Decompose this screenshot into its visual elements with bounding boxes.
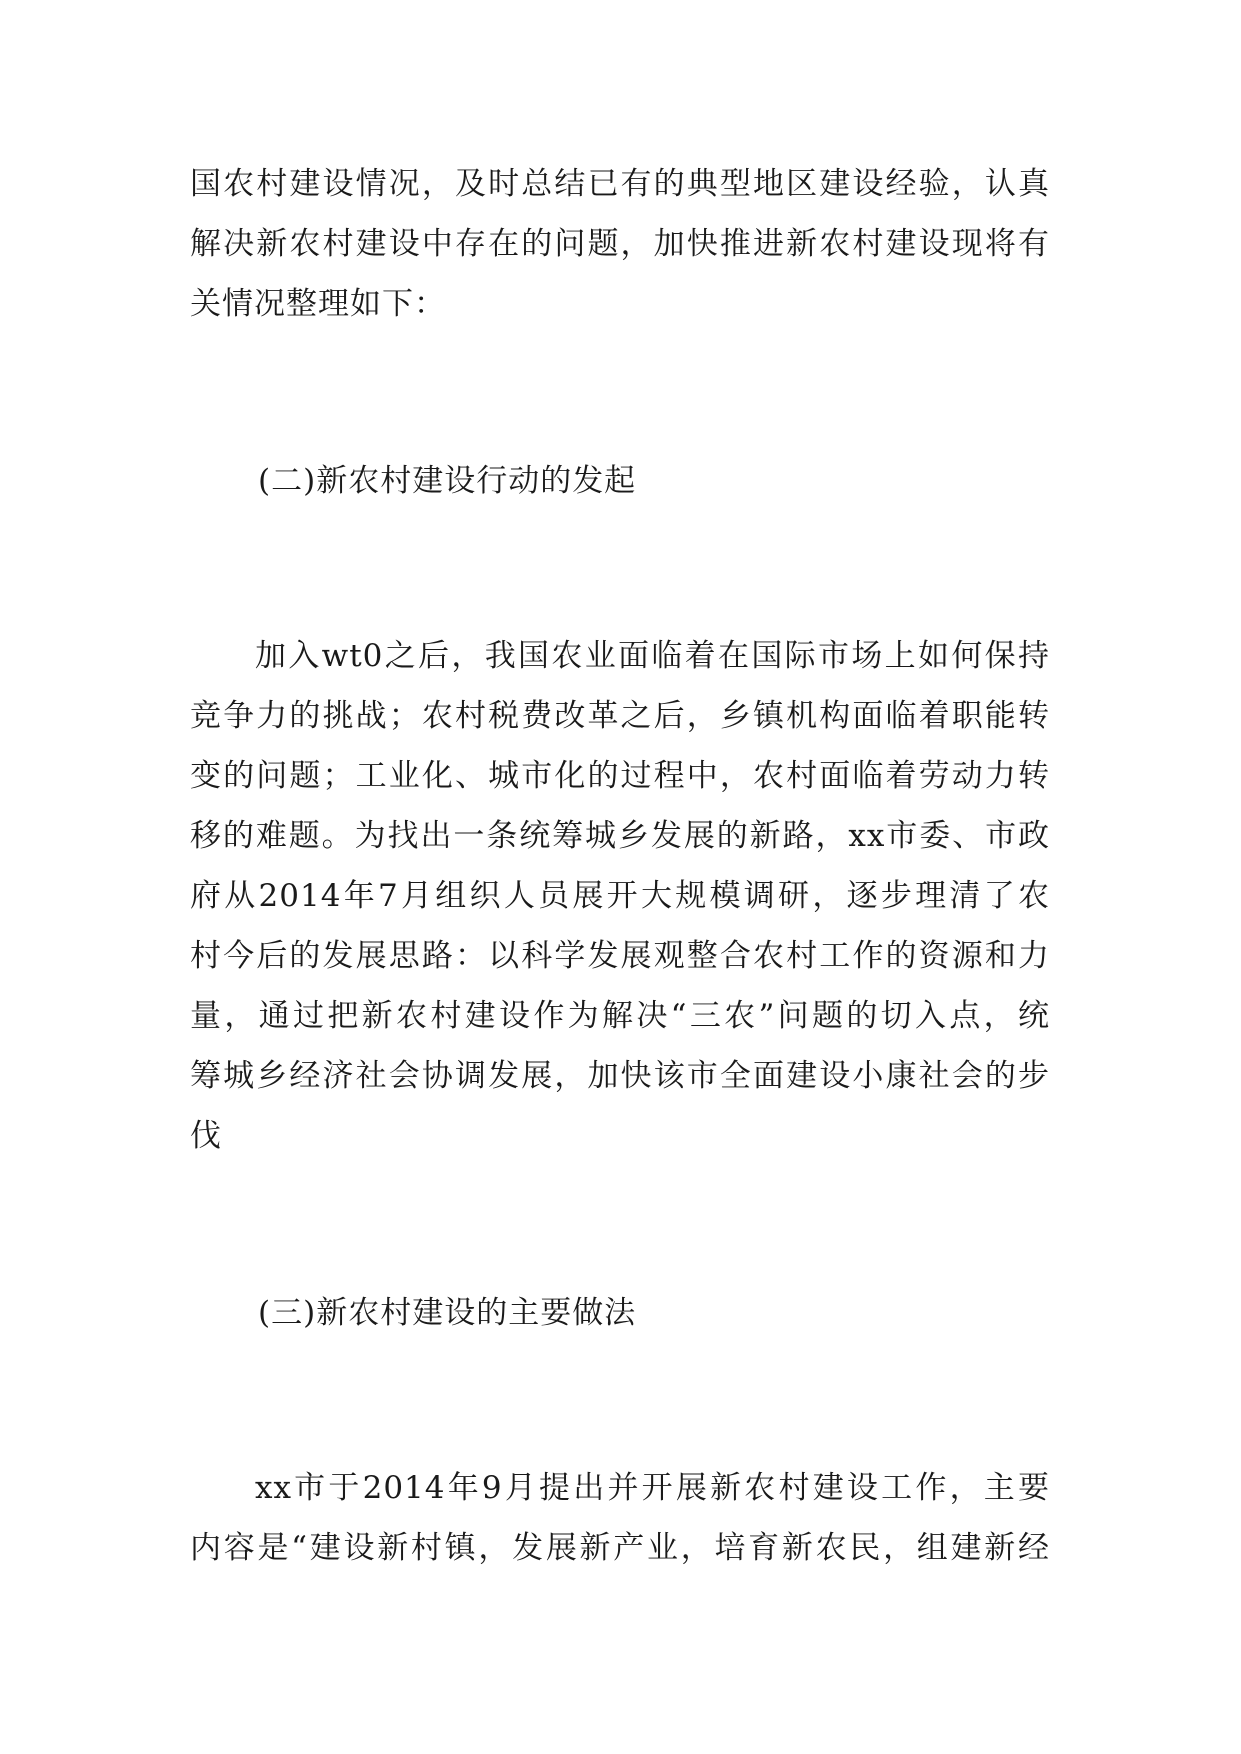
paragraph-1-line-3: 关情况整理如下： — [190, 286, 446, 322]
paragraph-1-line-2: 解决新农村建设中存在的问题，加快推进新农村建设现将有 — [190, 226, 1050, 262]
paragraph-3-line-2: 内容是“建设新村镇，发展新产业，培育新农民，组建新经 — [190, 1530, 1050, 1566]
paragraph-2-line-2: 竞争力的挑战；农村税费改革之后，乡镇机构面临着职能转 — [190, 698, 1050, 734]
section-heading-3: (三)新农村建设的主要做法 — [258, 1295, 637, 1331]
paragraph-2-line-9: 伐 — [190, 1118, 222, 1154]
section-heading-2: (二)新农村建设行动的发起 — [258, 463, 637, 499]
paragraph-2-line-7: 量，通过把新农村建设作为解决“三农”问题的切入点，统 — [190, 998, 1050, 1034]
paragraph-2-line-6: 村今后的发展思路：以科学发展观整合农村工作的资源和力 — [190, 938, 1050, 974]
paragraph-2-line-4: 移的难题。为找出一条统筹城乡发展的新路，xx市委、市政 — [190, 818, 1050, 854]
paragraph-2-line-1: 加入wt0之后，我国农业面临着在国际市场上如何保持 — [255, 638, 1050, 674]
paragraph-2-line-5: 府从2014年7月组织人员展开大规模调研，逐步理清了农 — [190, 878, 1050, 914]
paragraph-2-line-3: 变的问题；工业化、城市化的过程中，农村面临着劳动力转 — [190, 758, 1050, 794]
paragraph-2-line-8: 筹城乡经济社会协调发展，加快该市全面建设小康社会的步 — [190, 1058, 1050, 1094]
paragraph-3-line-1: xx市于2014年9月提出并开展新农村建设工作，主要 — [255, 1470, 1050, 1506]
paragraph-1-line-1: 国农村建设情况，及时总结已有的典型地区建设经验，认真 — [190, 166, 1050, 202]
